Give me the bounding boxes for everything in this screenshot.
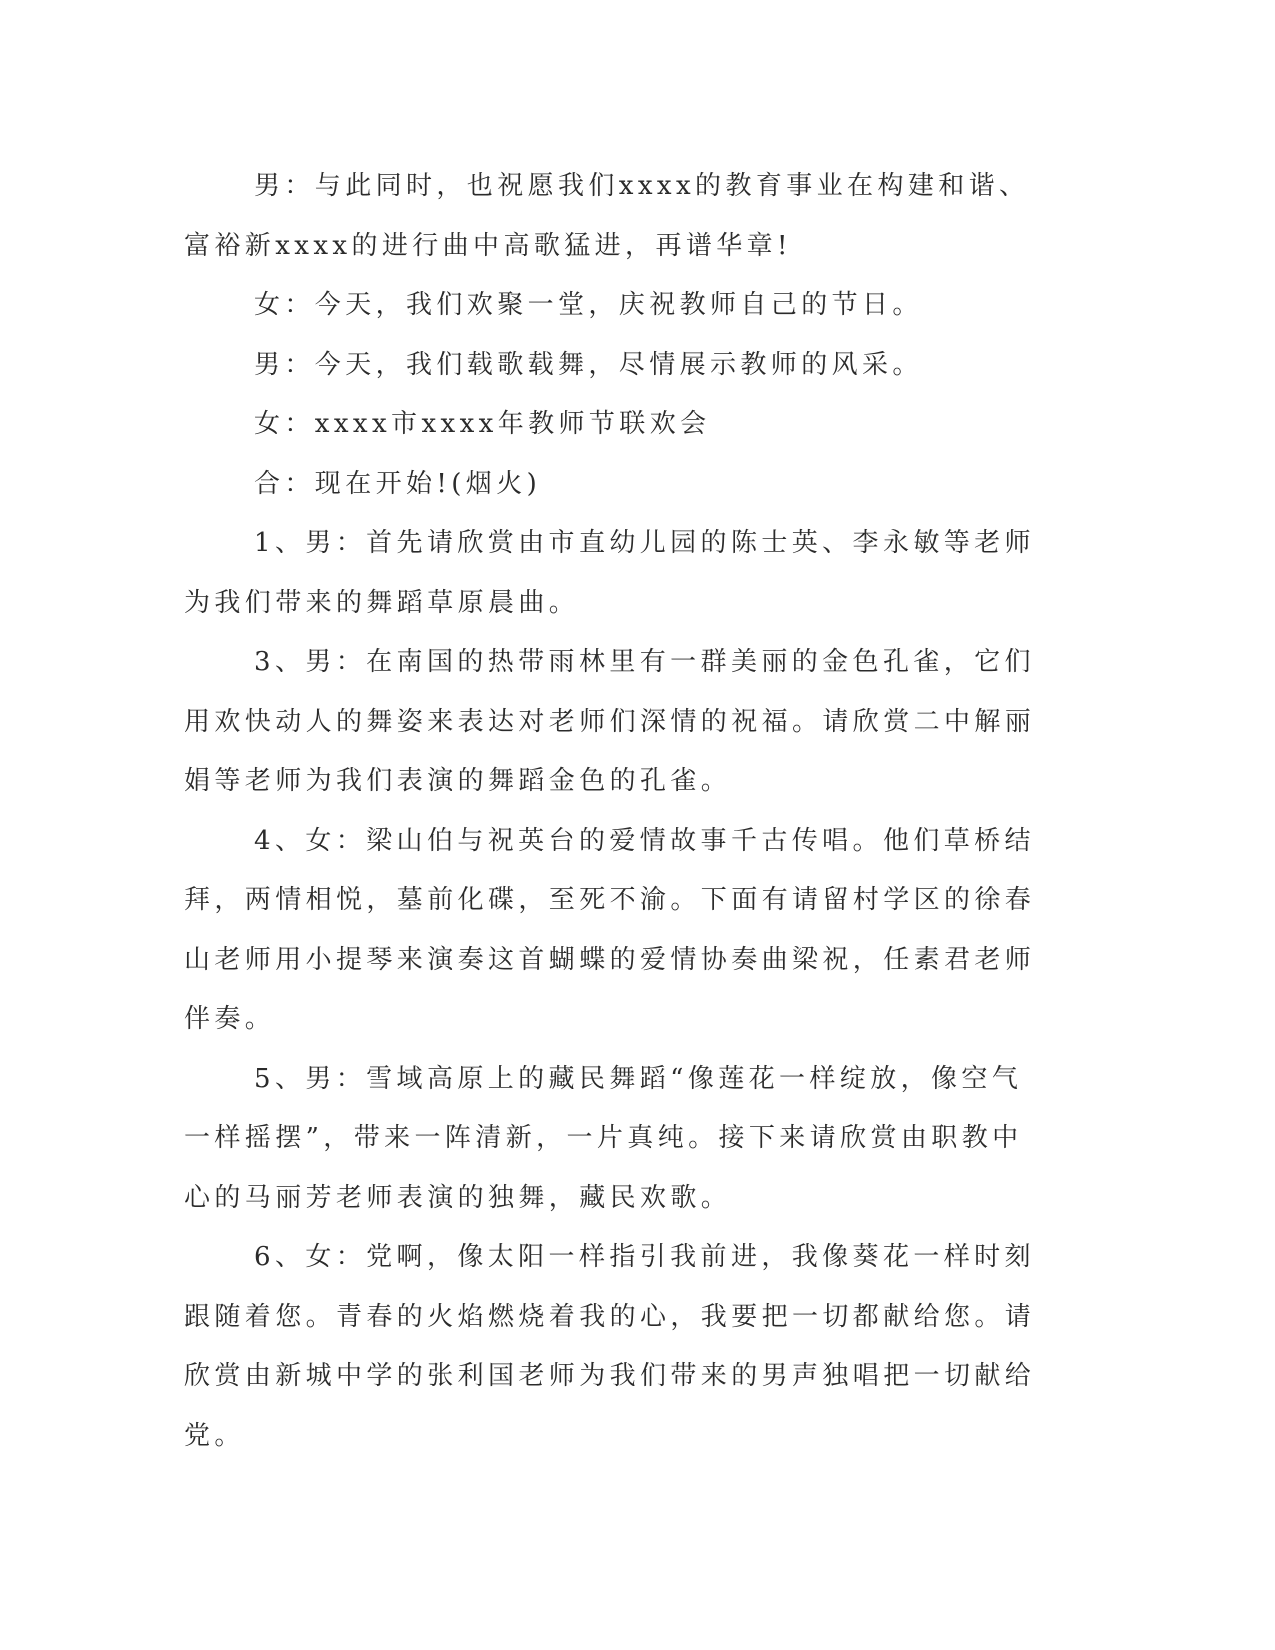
paragraph-5: 合：现在开始!(烟火): [254, 468, 542, 499]
paragraph-6: 1、男：首先请欣赏由市直幼儿园的陈士英、李永敏等老师为我们带来的舞蹈草原晨曲。: [184, 528, 1035, 618]
paragraph-7: 3、男：在南国的热带雨林里有一群美丽的金色孔雀，它们用欢快动人的舞姿来表达对老师们深情的祝福。请欣赏二中解丽娟等老师为我们表演的舞蹈金色的孔雀。: [184, 647, 1036, 796]
paragraph-4: 女：xxxx市xxxx年教师节联欢会: [254, 409, 711, 439]
paragraph-8: 4、女：梁山伯与祝英台的爱情故事千古传唱。他们草桥结拜，两情相悦，墓前化碟，至死不渝。下面有请留村学区的徐春山老师用小提琴来演奏这首蝴蝶的爱情协奏曲梁祝，任素君老师伴奏。: [184, 825, 1036, 1034]
paragraph-1: 男：与此同时，也祝愿我们xxxx的教育事业在构建和谐、富裕新xxxx的进行曲中高歌猛进，再谱华章!: [184, 171, 1030, 261]
document-body: [184, 157, 1044, 1466]
paragraph-2: 女：今天，我们欢聚一堂，庆祝教师自己的节日。: [254, 290, 923, 320]
paragraph-10: 6、女：党啊，像太阳一样指引我前进，我像葵花一样时刻跟随着您。青春的火焰燃烧着我的心，我要把一切都献给您。请欣赏由新城中学的张利国老师为我们带来的男声独唱把一切献给党。: [184, 1242, 1036, 1451]
paragraph-9: 5、男：雪域高原上的藏民舞蹈“像莲花一样绽放，像空气一样摇摆”，带来一阵清新，一片真纯。接下来请欣赏由职教中心的马丽芳老师表演的独舞，藏民欢歌。: [184, 1063, 1023, 1213]
paragraph-3: 男：今天，我们载歌载舞，尽情展示教师的风采。: [254, 349, 923, 380]
